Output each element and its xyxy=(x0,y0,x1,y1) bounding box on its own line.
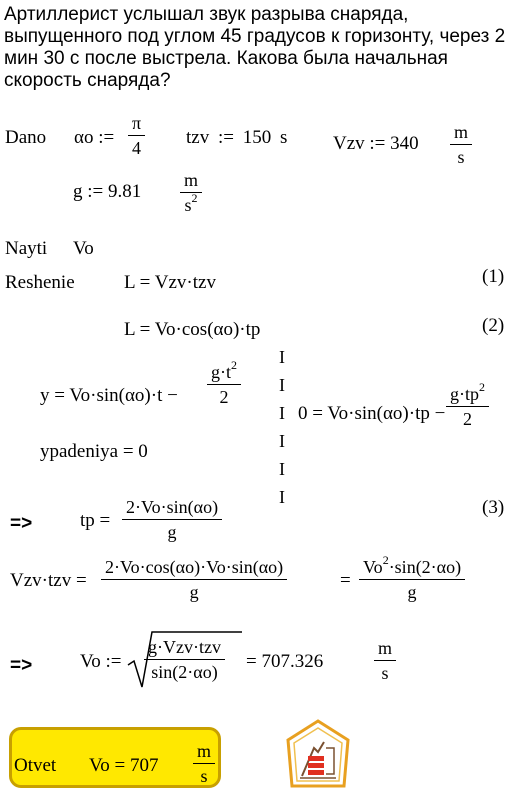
separator-bar-6: I xyxy=(279,487,285,507)
g-unit-num: m xyxy=(184,170,199,190)
otvet-label: Otvet xyxy=(14,755,57,776)
rhs-fraction xyxy=(361,553,463,602)
vo-result: = 707.326 xyxy=(246,651,324,672)
alpha-denominator: 4 xyxy=(128,135,145,158)
sqrt-fraction-num: g·Vzv·tzv xyxy=(148,637,221,657)
y-fraction-den: 2 xyxy=(207,384,241,407)
reshenie-label: Reshenie xyxy=(5,272,75,293)
sqrt-fraction xyxy=(146,637,223,682)
rhs-fraction-den: g xyxy=(359,579,465,602)
separator-bar-2: I xyxy=(279,375,285,395)
tzv-definition: tzv := 150 s xyxy=(186,127,288,148)
logo-icon xyxy=(284,718,352,790)
zero-equation-fraction xyxy=(448,380,487,429)
otvet-unit-num: m xyxy=(197,741,212,761)
zero-fraction-num: $g\cdot tp^2$ xyxy=(450,380,485,404)
alpha-definition: αo := xyxy=(74,127,115,148)
problem-statement: Артиллерист услышал звук разрыва снаряда, выпущенного под углом 45 градусов к горизонту, через 2 мин 30 с после выстрела. Какова была начальная скорость снаряда? xyxy=(4,4,506,91)
big-fraction xyxy=(103,557,285,602)
separator-bar-1: I xyxy=(279,347,285,367)
implies-arrow-2: => xyxy=(10,655,33,676)
vo-unit-den: s xyxy=(374,660,396,683)
implies-arrow-1: => xyxy=(10,513,33,534)
vzv-definition: Vzv := 340 xyxy=(333,133,419,154)
vzv-unit xyxy=(452,122,470,167)
y-equation-fraction xyxy=(209,358,239,407)
nayti-value: Vo xyxy=(73,238,94,259)
tp-definition: tp = xyxy=(80,510,111,531)
tp-fraction-den: g xyxy=(122,519,222,542)
equation-3-number: (3) xyxy=(482,497,505,518)
vo-unit-num: m xyxy=(378,638,393,658)
tp-fraction-num: 2·Vo·sin(αo) xyxy=(126,497,219,517)
ypadeniya-condition: ypadeniya = 0 xyxy=(40,441,148,462)
rhs-fraction-num: $Vo^2\cdot\sin(2\cdot\alpha o)$ xyxy=(363,553,462,577)
vzv-unit-num: m xyxy=(454,122,469,142)
equation-1: L = Vzv·tzv xyxy=(124,272,216,293)
nayti-label: Nayti xyxy=(5,238,48,259)
g-unit-den: $s^2$ xyxy=(180,192,202,215)
equation-1-number: (1) xyxy=(482,266,505,287)
answer-box xyxy=(9,727,221,788)
vo-definition: Vo := xyxy=(80,651,122,672)
equals-sign: = xyxy=(340,570,351,591)
y-fraction-num: $g\cdot t^2$ xyxy=(211,358,237,382)
equation-2: L = Vo·cos(αo)·tp xyxy=(124,319,261,340)
alpha-numerator: π xyxy=(132,113,142,133)
big-fraction-num: 2·Vo·cos(αo)·Vo·sin(αo) xyxy=(105,557,284,577)
zero-fraction-den: 2 xyxy=(446,406,489,429)
g-unit xyxy=(182,170,200,215)
big-fraction-den: g xyxy=(101,579,287,602)
tp-fraction xyxy=(124,497,220,542)
vzv-tzv-lhs: Vzv·tzv = xyxy=(10,570,87,591)
otvet-value: Vo = 707 xyxy=(89,755,159,776)
alpha-fraction xyxy=(130,113,143,158)
separator-bar-5: I xyxy=(279,459,285,479)
separator-bar-3: I xyxy=(279,403,285,423)
sqrt-fraction-den: sin(2·αo) xyxy=(144,659,225,682)
vzv-unit-den: s xyxy=(450,144,472,167)
otvet-unit-den: s xyxy=(193,763,215,786)
separator-bar-4: I xyxy=(279,431,285,451)
otvet-unit xyxy=(195,741,213,786)
vo-unit xyxy=(376,638,394,683)
g-definition: g := 9.81 xyxy=(73,181,142,202)
zero-equation: 0 = Vo·sin(αo)·tp − xyxy=(298,403,446,424)
y-equation: y = Vo·sin(αo)·t − xyxy=(40,385,178,406)
equation-2-number: (2) xyxy=(482,315,505,336)
dano-label: Dano xyxy=(5,127,47,148)
